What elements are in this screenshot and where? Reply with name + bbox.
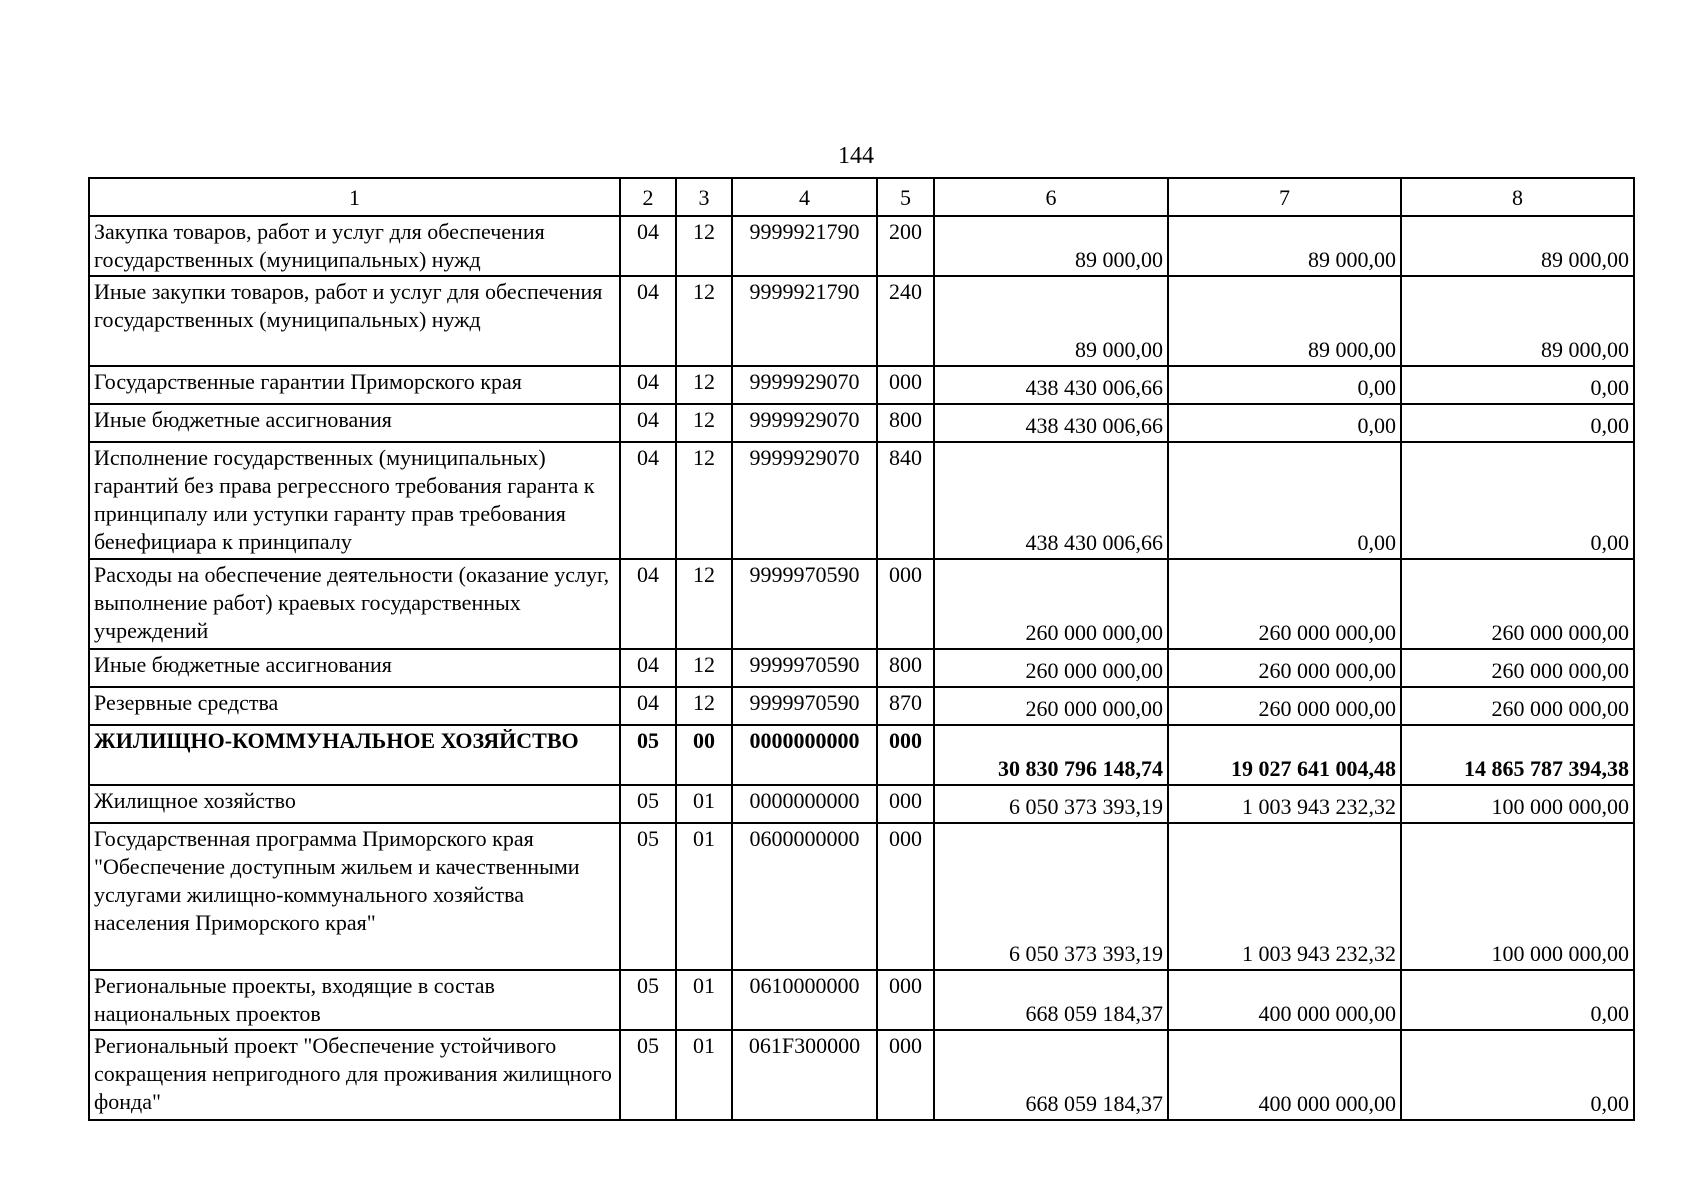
column-header: 6 <box>934 178 1168 216</box>
amount-col-6: 89 000,00 <box>934 276 1168 366</box>
amount-col-8: 89 000,00 <box>1401 216 1634 276</box>
table-row <box>89 216 1634 276</box>
table-body <box>89 178 1634 1120</box>
subsection-code: 12 <box>676 442 732 559</box>
section-code: 05 <box>620 823 676 970</box>
table-row <box>89 649 1634 687</box>
target-article-code: 9999921790 <box>732 216 877 276</box>
row-description: Иные бюджетные ассигнования <box>89 404 620 442</box>
row-description: Региональный проект "Обеспечение устойчивого сокращения непригодного для проживания жилищного фонда" <box>89 1030 620 1120</box>
column-header: 1 <box>89 178 620 216</box>
amount-col-7: 260 000 000,00 <box>1168 687 1401 725</box>
section-code: 04 <box>620 216 676 276</box>
amount-col-6: 260 000 000,00 <box>934 649 1168 687</box>
amount-col-7: 0,00 <box>1168 366 1401 404</box>
table-row <box>89 442 1634 559</box>
subsection-code: 12 <box>676 216 732 276</box>
header-row <box>89 178 1634 216</box>
amount-col-7: 260 000 000,00 <box>1168 649 1401 687</box>
expense-type-code: 240 <box>877 276 934 366</box>
section-code: 04 <box>620 649 676 687</box>
subsection-code: 01 <box>676 970 732 1030</box>
table-row <box>89 687 1634 725</box>
amount-col-7: 89 000,00 <box>1168 216 1401 276</box>
subsection-code: 12 <box>676 559 732 649</box>
section-code: 04 <box>620 559 676 649</box>
amount-col-8: 0,00 <box>1401 404 1634 442</box>
expense-type-code: 840 <box>877 442 934 559</box>
amount-col-8: 260 000 000,00 <box>1401 687 1634 725</box>
target-article-code: 0000000000 <box>732 725 877 785</box>
amount-col-8: 89 000,00 <box>1401 276 1634 366</box>
amount-col-6: 438 430 006,66 <box>934 366 1168 404</box>
amount-col-7: 0,00 <box>1168 442 1401 559</box>
row-description: Иные закупки товаров, работ и услуг для обеспечения государственных (муниципальных) нужд <box>89 276 620 366</box>
expense-type-code: 000 <box>877 366 934 404</box>
target-article-code: 9999970590 <box>732 649 877 687</box>
column-header: 2 <box>620 178 676 216</box>
table-row <box>89 1030 1634 1120</box>
column-header: 4 <box>732 178 877 216</box>
page-number: 144 <box>838 143 874 169</box>
amount-col-8: 14 865 787 394,38 <box>1401 725 1634 785</box>
amount-col-7: 400 000 000,00 <box>1168 970 1401 1030</box>
table-row <box>89 559 1634 649</box>
section-code: 04 <box>620 276 676 366</box>
target-article-code: 0000000000 <box>732 785 877 823</box>
subsection-code: 12 <box>676 366 732 404</box>
expense-type-code: 000 <box>877 1030 934 1120</box>
section-code: 05 <box>620 725 676 785</box>
amount-col-8: 100 000 000,00 <box>1401 785 1634 823</box>
amount-col-7: 19 027 641 004,48 <box>1168 725 1401 785</box>
amount-col-6: 89 000,00 <box>934 216 1168 276</box>
amount-col-7: 400 000 000,00 <box>1168 1030 1401 1120</box>
target-article-code: 9999929070 <box>732 442 877 559</box>
column-header: 7 <box>1168 178 1401 216</box>
subsection-code: 12 <box>676 276 732 366</box>
amount-col-6: 6 050 373 393,19 <box>934 823 1168 970</box>
section-code: 04 <box>620 687 676 725</box>
table-row <box>89 823 1634 970</box>
expense-type-code: 000 <box>877 725 934 785</box>
amount-col-6: 6 050 373 393,19 <box>934 785 1168 823</box>
row-description: Государственная программа Приморского края "Обеспечение доступным жильем и качественными услугами жилищно-коммунального хозяйства населения Приморского края" <box>89 823 620 970</box>
amount-col-8: 260 000 000,00 <box>1401 649 1634 687</box>
amount-col-8: 0,00 <box>1401 1030 1634 1120</box>
budget-table <box>88 177 1635 1121</box>
amount-col-7: 0,00 <box>1168 404 1401 442</box>
target-article-code: 9999970590 <box>732 687 877 725</box>
table-row <box>89 725 1634 785</box>
section-code: 05 <box>620 785 676 823</box>
table-row <box>89 366 1634 404</box>
amount-col-7: 260 000 000,00 <box>1168 559 1401 649</box>
target-article-code: 9999970590 <box>732 559 877 649</box>
subsection-code: 01 <box>676 1030 732 1120</box>
subsection-code: 01 <box>676 785 732 823</box>
target-article-code: 9999929070 <box>732 404 877 442</box>
target-article-code: 0610000000 <box>732 970 877 1030</box>
row-description: Иные бюджетные ассигнования <box>89 649 620 687</box>
expense-type-code: 000 <box>877 970 934 1030</box>
amount-col-8: 0,00 <box>1401 970 1634 1030</box>
row-description: ЖИЛИЩНО-КОММУНАЛЬНОЕ ХОЗЯЙСТВО <box>89 725 620 785</box>
amount-col-7: 1 003 943 232,32 <box>1168 823 1401 970</box>
row-description: Государственные гарантии Приморского края <box>89 366 620 404</box>
row-description: Резервные средства <box>89 687 620 725</box>
amount-col-8: 0,00 <box>1401 442 1634 559</box>
expense-type-code: 800 <box>877 404 934 442</box>
expense-type-code: 870 <box>877 687 934 725</box>
amount-col-6: 668 059 184,37 <box>934 970 1168 1030</box>
amount-col-7: 1 003 943 232,32 <box>1168 785 1401 823</box>
expense-type-code: 800 <box>877 649 934 687</box>
amount-col-6: 30 830 796 148,74 <box>934 725 1168 785</box>
subsection-code: 12 <box>676 649 732 687</box>
column-header: 3 <box>676 178 732 216</box>
subsection-code: 12 <box>676 687 732 725</box>
amount-col-8: 0,00 <box>1401 366 1634 404</box>
target-article-code: 0600000000 <box>732 823 877 970</box>
amount-col-6: 668 059 184,37 <box>934 1030 1168 1120</box>
target-article-code: 061F300000 <box>732 1030 877 1120</box>
row-description: Исполнение государственных (муниципальных) гарантий без права регрессного требования гаранта к принципалу или уступки гаранту прав требования бенефициара к принципалу <box>89 442 620 559</box>
amount-col-8: 260 000 000,00 <box>1401 559 1634 649</box>
section-code: 04 <box>620 366 676 404</box>
subsection-code: 12 <box>676 404 732 442</box>
amount-col-6: 260 000 000,00 <box>934 687 1168 725</box>
table-row <box>89 276 1634 366</box>
amount-col-8: 100 000 000,00 <box>1401 823 1634 970</box>
expense-type-code: 200 <box>877 216 934 276</box>
table-row <box>89 785 1634 823</box>
section-code: 04 <box>620 442 676 559</box>
amount-col-6: 260 000 000,00 <box>934 559 1168 649</box>
expense-type-code: 000 <box>877 559 934 649</box>
row-description: Закупка товаров, работ и услуг для обеспечения государственных (муниципальных) нужд <box>89 216 620 276</box>
section-code: 05 <box>620 1030 676 1120</box>
section-code: 05 <box>620 970 676 1030</box>
subsection-code: 01 <box>676 823 732 970</box>
column-header: 5 <box>877 178 934 216</box>
expense-type-code: 000 <box>877 785 934 823</box>
table-row <box>89 404 1634 442</box>
amount-col-6: 438 430 006,66 <box>934 442 1168 559</box>
row-description: Жилищное хозяйство <box>89 785 620 823</box>
section-code: 04 <box>620 404 676 442</box>
column-header: 8 <box>1401 178 1634 216</box>
row-description: Расходы на обеспечение деятельности (оказание услуг, выполнение работ) краевых государственных учреждений <box>89 559 620 649</box>
target-article-code: 9999921790 <box>732 276 877 366</box>
row-description: Региональные проекты, входящие в состав национальных проектов <box>89 970 620 1030</box>
table-row <box>89 970 1634 1030</box>
target-article-code: 9999929070 <box>732 366 877 404</box>
amount-col-6: 438 430 006,66 <box>934 404 1168 442</box>
amount-col-7: 89 000,00 <box>1168 276 1401 366</box>
subsection-code: 00 <box>676 725 732 785</box>
expense-type-code: 000 <box>877 823 934 970</box>
